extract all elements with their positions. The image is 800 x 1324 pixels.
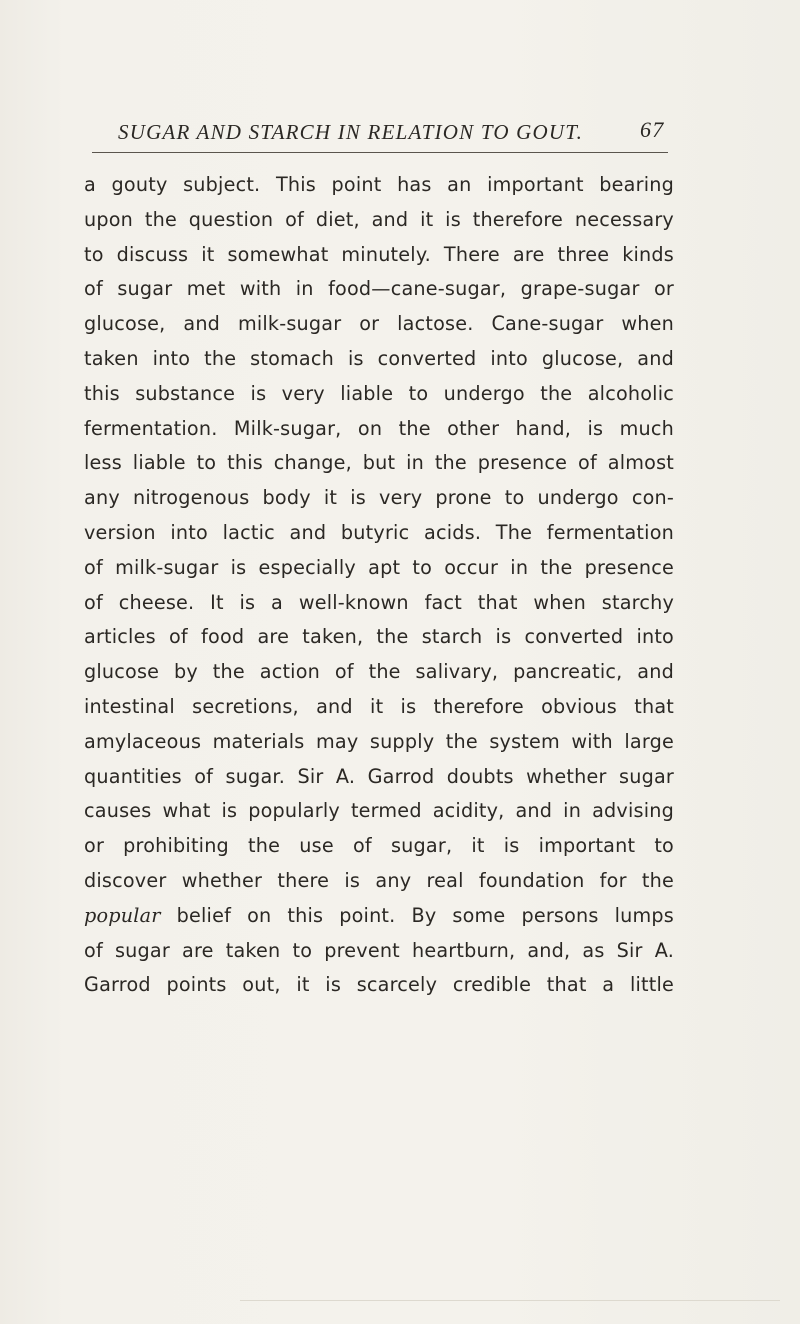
text-line: of sugar met with in food—cane-sugar, grape-sugar or <box>84 277 674 301</box>
text-line: to discuss it somewhat minutely. There are three kinds <box>84 242 674 266</box>
text-line: version into lactic and butyric acids. The fermentation <box>84 520 674 544</box>
text-line: of sugar are taken to prevent heartburn, and, as Sir A. <box>84 938 674 962</box>
text-line: this substance is very liable to undergo the alcoholic <box>84 381 674 405</box>
text-line: causes what is popularly termed acidity, and in advising <box>84 799 674 823</box>
text-line: intestinal secretions, and it is therefore obvious that <box>84 694 674 718</box>
text-line: a gouty subject. This point has an important bearing <box>84 173 674 196</box>
text-line: taken into the stomach is converted into glucose, and <box>84 346 674 370</box>
line-rest: belief on this point. By some persons lumps <box>160 903 674 927</box>
text-line: discover whether there is any real foundation for the <box>84 868 674 892</box>
text-line <box>84 899 674 934</box>
text-line: glucose by the action of the salivary, pancreatic, and <box>84 660 674 684</box>
text-line: of cheese. It is a well-known fact that when starchy <box>84 590 674 614</box>
text-line: quantities of sugar. Sir A. Garrod doubts whether sugar <box>84 764 674 788</box>
text-line: any nitrogenous body it is very prone to undergo con- <box>84 486 674 510</box>
body-paragraph <box>84 168 674 1003</box>
text-line: amylaceous materials may supply the system with large <box>84 729 674 753</box>
running-title: SUGAR AND STARCH IN RELATION TO GOUT. <box>118 120 584 144</box>
text-line: articles of food are taken, the starch is converted into <box>84 625 674 649</box>
text-line: glucose, and milk-sugar or lactose. Cane-sugar when <box>84 312 674 336</box>
page-number: 67 <box>640 117 665 142</box>
text-line: less liable to this change, but in the presence of almost <box>84 451 674 475</box>
running-head <box>118 117 678 150</box>
text-line: upon the question of diet, and it is therefore necessary <box>84 207 674 231</box>
italic-word: popular <box>84 903 161 927</box>
text-line: of milk-sugar is especially apt to occur in the presence <box>84 555 674 579</box>
header-rule <box>92 152 668 153</box>
text-line: or prohibiting the use of sugar, it is important to <box>84 834 674 858</box>
text-line: fermentation. Milk-sugar, on the other hand, is much <box>84 416 674 440</box>
page-edge-line <box>240 1300 780 1301</box>
text-line: Garrod points out, it is scarcely credible that a little <box>84 973 674 997</box>
